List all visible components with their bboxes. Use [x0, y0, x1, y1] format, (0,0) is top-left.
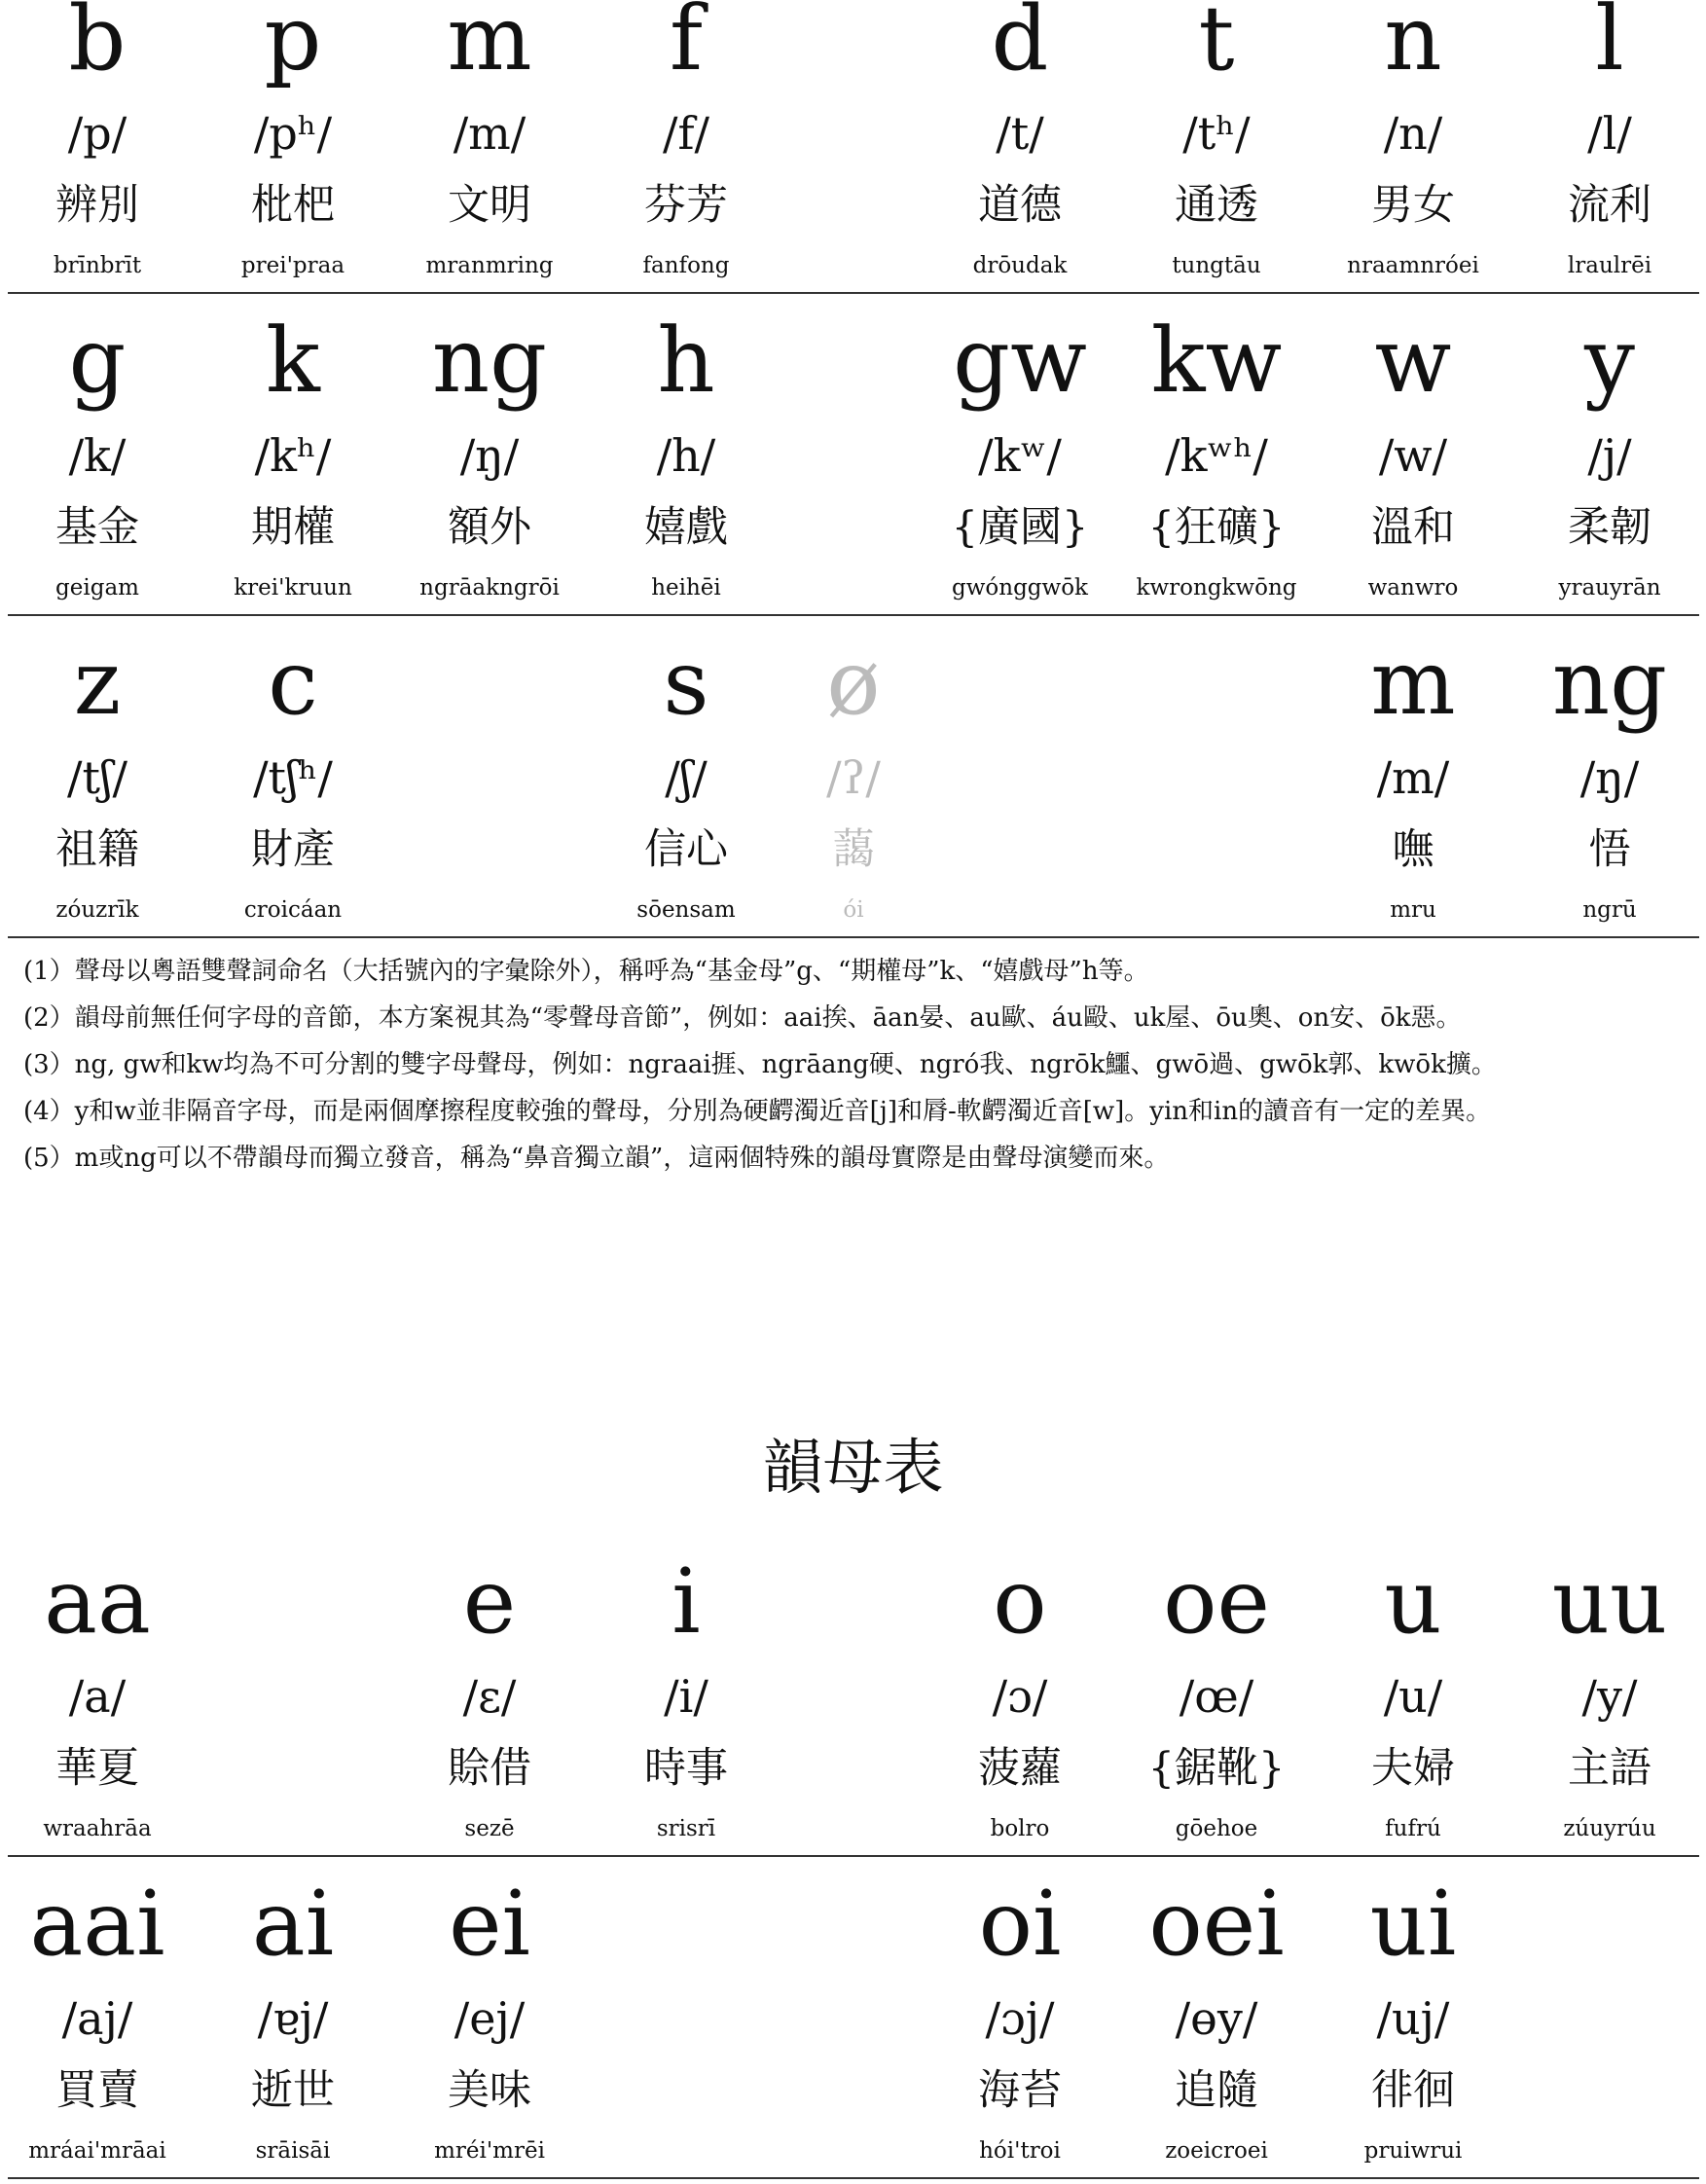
example-romanization: mráai'mrāai [28, 2138, 166, 2164]
example-word: {廣國} [951, 503, 1089, 552]
example-word: 額外 [448, 503, 531, 552]
phoneme-letter: ai [251, 1872, 335, 1976]
ipa-transcription: /u/ [1383, 1670, 1443, 1723]
ipa-transcription: /f/ [662, 107, 710, 160]
example-romanization: pruiwrui [1363, 2138, 1463, 2164]
example-romanization: fufrú [1385, 1816, 1441, 1841]
phoneme-letter: h [657, 309, 715, 413]
example-word: 祖籍 [55, 825, 139, 874]
ipa-transcription: /p/ [67, 107, 127, 160]
phoneme-letter: oi [978, 1872, 1062, 1976]
phoneme-letter: m [447, 0, 532, 91]
example-word: 嬉戲 [644, 503, 728, 552]
example-romanization: zoeicroei [1165, 2138, 1268, 2164]
phoneme-letter: y [1584, 309, 1635, 413]
ipa-transcription: /a/ [68, 1670, 127, 1723]
note-item: (4）y和w並非隔音字母，而是兩個摩擦程度較強的聲母，分別為硬齶濁近音[j]和脣-軟齶濁近音[w]。yin和in的讀音有一定的差異。 [23, 1097, 1492, 1126]
example-romanization: srisrī [656, 1816, 716, 1841]
ipa-transcription: /œ/ [1179, 1670, 1254, 1723]
example-romanization: brīnbrīt [53, 253, 142, 278]
example-word: 辨別 [55, 181, 139, 230]
ipa-transcription: /m/ [1376, 751, 1450, 804]
ipa-transcription: /tʃʰ/ [253, 751, 333, 804]
phoneme-letter: kw [1150, 309, 1283, 413]
ipa-transcription: /ŋ/ [1579, 751, 1640, 804]
example-word: 文明 [448, 181, 531, 230]
ipa-transcription: /ʃ/ [665, 751, 708, 804]
ipa-transcription: /l/ [1587, 107, 1632, 160]
example-romanization: srāisāi [255, 2138, 331, 2164]
phoneme-letter: ng [431, 309, 548, 413]
phoneme-letter: aa [44, 1549, 151, 1654]
example-word: {鋸靴} [1147, 1744, 1286, 1793]
example-word: 美味 [448, 2066, 531, 2115]
ipa-transcription: /k/ [68, 429, 127, 482]
finals-title: 韻母表 [762, 1432, 944, 1503]
example-word: 賒借 [448, 1744, 531, 1793]
example-romanization: krei'kruun [234, 575, 352, 601]
example-word: 芬芳 [644, 181, 728, 230]
ipa-transcription: /kʷ/ [978, 429, 1062, 482]
example-romanization: heihēi [651, 575, 721, 601]
phoneme-letter: i [672, 1549, 701, 1654]
example-romanization: drōudak [972, 253, 1068, 278]
phoneme-letter: k [266, 309, 320, 413]
example-word: 逝世 [251, 2066, 335, 2115]
ipa-transcription: /ɔ/ [992, 1670, 1048, 1723]
example-word: 信心 [644, 825, 728, 874]
example-romanization: ói [843, 897, 864, 923]
ipa-transcription: /w/ [1378, 429, 1448, 482]
example-romanization: mréi'mrēi [434, 2138, 545, 2164]
example-word: 時事 [644, 1744, 728, 1793]
example-word: 道德 [978, 181, 1062, 230]
ipa-transcription: /j/ [1587, 429, 1632, 482]
phoneme-letter: f [669, 0, 704, 91]
ipa-transcription: /t/ [996, 107, 1044, 160]
example-romanization: yrauyrān [1558, 575, 1661, 601]
phoneme-letter: oe [1163, 1549, 1270, 1654]
ipa-transcription: /tʃ/ [67, 751, 127, 804]
example-romanization: wraahrāa [43, 1816, 152, 1841]
divider [8, 614, 1699, 616]
ipa-transcription: /kʰ/ [254, 429, 332, 482]
example-word: 徘徊 [1371, 2066, 1455, 2115]
example-romanization: geigam [55, 575, 139, 601]
example-word: 基金 [55, 503, 139, 552]
example-romanization: croicáan [243, 897, 343, 923]
example-romanization: nraamnróei [1347, 253, 1479, 278]
example-word: 期權 [251, 503, 335, 552]
example-word: 通透 [1175, 181, 1258, 230]
example-word: {狂礦} [1147, 503, 1286, 552]
phoneme-letter: m [1370, 631, 1456, 735]
example-word: 主語 [1568, 1744, 1652, 1793]
example-romanization: fanfong [642, 253, 730, 278]
example-romanization: tungtāu [1172, 253, 1261, 278]
example-romanization: ngrū [1582, 897, 1637, 923]
divider [8, 936, 1699, 938]
ipa-transcription: /ɔj/ [985, 1992, 1055, 2045]
example-romanization: gwónggwōk [952, 575, 1088, 601]
example-word: 菠蘿 [978, 1744, 1062, 1793]
ipa-transcription: /ɛ/ [462, 1670, 517, 1723]
example-word: 財產 [251, 825, 335, 874]
example-romanization: bolro [990, 1816, 1050, 1841]
divider [8, 2177, 1699, 2179]
phoneme-letter: z [73, 631, 122, 735]
note-item: (2）韻母前無任何字母的音節，本方案視其為“零聲母音節”，例如：aai挨、āan晏、au歐、áu毆、uk屋、ōu奧、on安、ōk惡。 [23, 1003, 1462, 1033]
divider [8, 1855, 1699, 1857]
example-word: 流利 [1568, 181, 1652, 230]
ipa-transcription: /ŋ/ [459, 429, 520, 482]
example-romanization: lraulrēi [1567, 253, 1652, 278]
notes-list [23, 948, 1692, 1182]
example-word: 華夏 [55, 1744, 139, 1793]
phoneme-letter: ø [826, 631, 881, 735]
example-romanization: mranmring [425, 253, 554, 278]
example-romanization: ngrāakngrōi [419, 575, 560, 601]
ipa-transcription: /h/ [656, 429, 716, 482]
example-romanization: sezē [464, 1816, 515, 1841]
example-romanization: hói'troi [979, 2138, 1061, 2164]
phoneme-letter: g [68, 309, 127, 413]
phoneme-letter: t [1198, 0, 1235, 91]
example-word: 溫和 [1371, 503, 1455, 552]
phoneme-letter: o [993, 1549, 1047, 1654]
note-item: (5）m或ng可以不帶韻母而獨立發音，稱為“鼻音獨立韻”，這兩個特殊的韻母實際是由聲母演變而來。 [23, 1144, 1170, 1173]
phoneme-letter: e [462, 1549, 517, 1654]
phoneme-letter: w [1374, 309, 1452, 413]
phoneme-letter: ei [449, 1872, 530, 1976]
ipa-transcription: /y/ [1581, 1670, 1638, 1723]
note-item: (3）ng, gw和kw均為不可分割的雙字母聲母，例如：ngraai捱、ngrāang硬、ngró我、ngrōk鱷、gwō過、gwōk郭、kwōk擴。 [23, 1050, 1497, 1079]
ipa-transcription: /uj/ [1376, 1992, 1450, 2045]
example-word: 藹 [832, 825, 875, 874]
ipa-transcription: /ej/ [454, 1992, 526, 2045]
example-romanization: mru [1390, 897, 1436, 923]
phoneme-letter: aai [29, 1872, 165, 1976]
example-romanization: sōensam [636, 897, 736, 923]
example-romanization: kwrongkwōng [1136, 575, 1297, 601]
example-word: 追隨 [1175, 2066, 1258, 2115]
phoneme-letter: uu [1551, 1549, 1668, 1654]
ipa-transcription: /i/ [664, 1670, 708, 1723]
example-romanization: gōehoe [1175, 1816, 1258, 1841]
phoneme-letter: p [264, 0, 322, 91]
ipa-transcription: /ɵy/ [1175, 1992, 1258, 2045]
example-word: 嘸 [1392, 825, 1434, 874]
ipa-transcription: /ɐj/ [257, 1992, 329, 2045]
example-romanization: wanwro [1367, 575, 1459, 601]
phoneme-letter: ui [1369, 1872, 1457, 1976]
example-word: 男女 [1371, 181, 1455, 230]
phoneme-letter: s [663, 631, 709, 735]
phoneme-letter: ng [1551, 631, 1668, 735]
ipa-transcription: /pʰ/ [253, 107, 333, 160]
example-word: 買賣 [55, 2066, 139, 2115]
example-romanization: prei'praa [240, 253, 345, 278]
ipa-transcription: /tʰ/ [1182, 107, 1251, 160]
ipa-transcription: /ʔ/ [826, 751, 881, 804]
example-word: 枇杷 [251, 181, 335, 230]
divider [8, 292, 1699, 294]
ipa-transcription: /n/ [1383, 107, 1443, 160]
ipa-transcription: /kʷʰ/ [1165, 429, 1268, 482]
ipa-transcription: /aj/ [61, 1992, 133, 2045]
phoneme-letter: n [1384, 0, 1442, 91]
example-romanization: zóuzrīk [55, 897, 139, 923]
example-word: 悟 [1588, 825, 1631, 874]
example-romanization: zúuyrúu [1563, 1816, 1656, 1841]
phoneme-letter: c [268, 631, 318, 735]
example-word: 夫婦 [1371, 1744, 1455, 1793]
note-item: (1）聲母以粵語雙聲詞命名（大括號內的字彙除外），稱呼為“基金母”g、“期權母”k、“嬉戲母”h等。 [23, 957, 1149, 986]
phoneme-letter: gw [953, 309, 1087, 413]
phoneme-letter: u [1384, 1549, 1442, 1654]
phoneme-letter: oei [1148, 1872, 1285, 1976]
ipa-transcription: /m/ [453, 107, 526, 160]
phoneme-letter: b [68, 0, 127, 91]
example-word: 海苔 [978, 2066, 1062, 2115]
example-word: 柔韌 [1568, 503, 1652, 552]
phoneme-letter: d [991, 0, 1049, 91]
phoneme-letter: l [1595, 0, 1624, 91]
